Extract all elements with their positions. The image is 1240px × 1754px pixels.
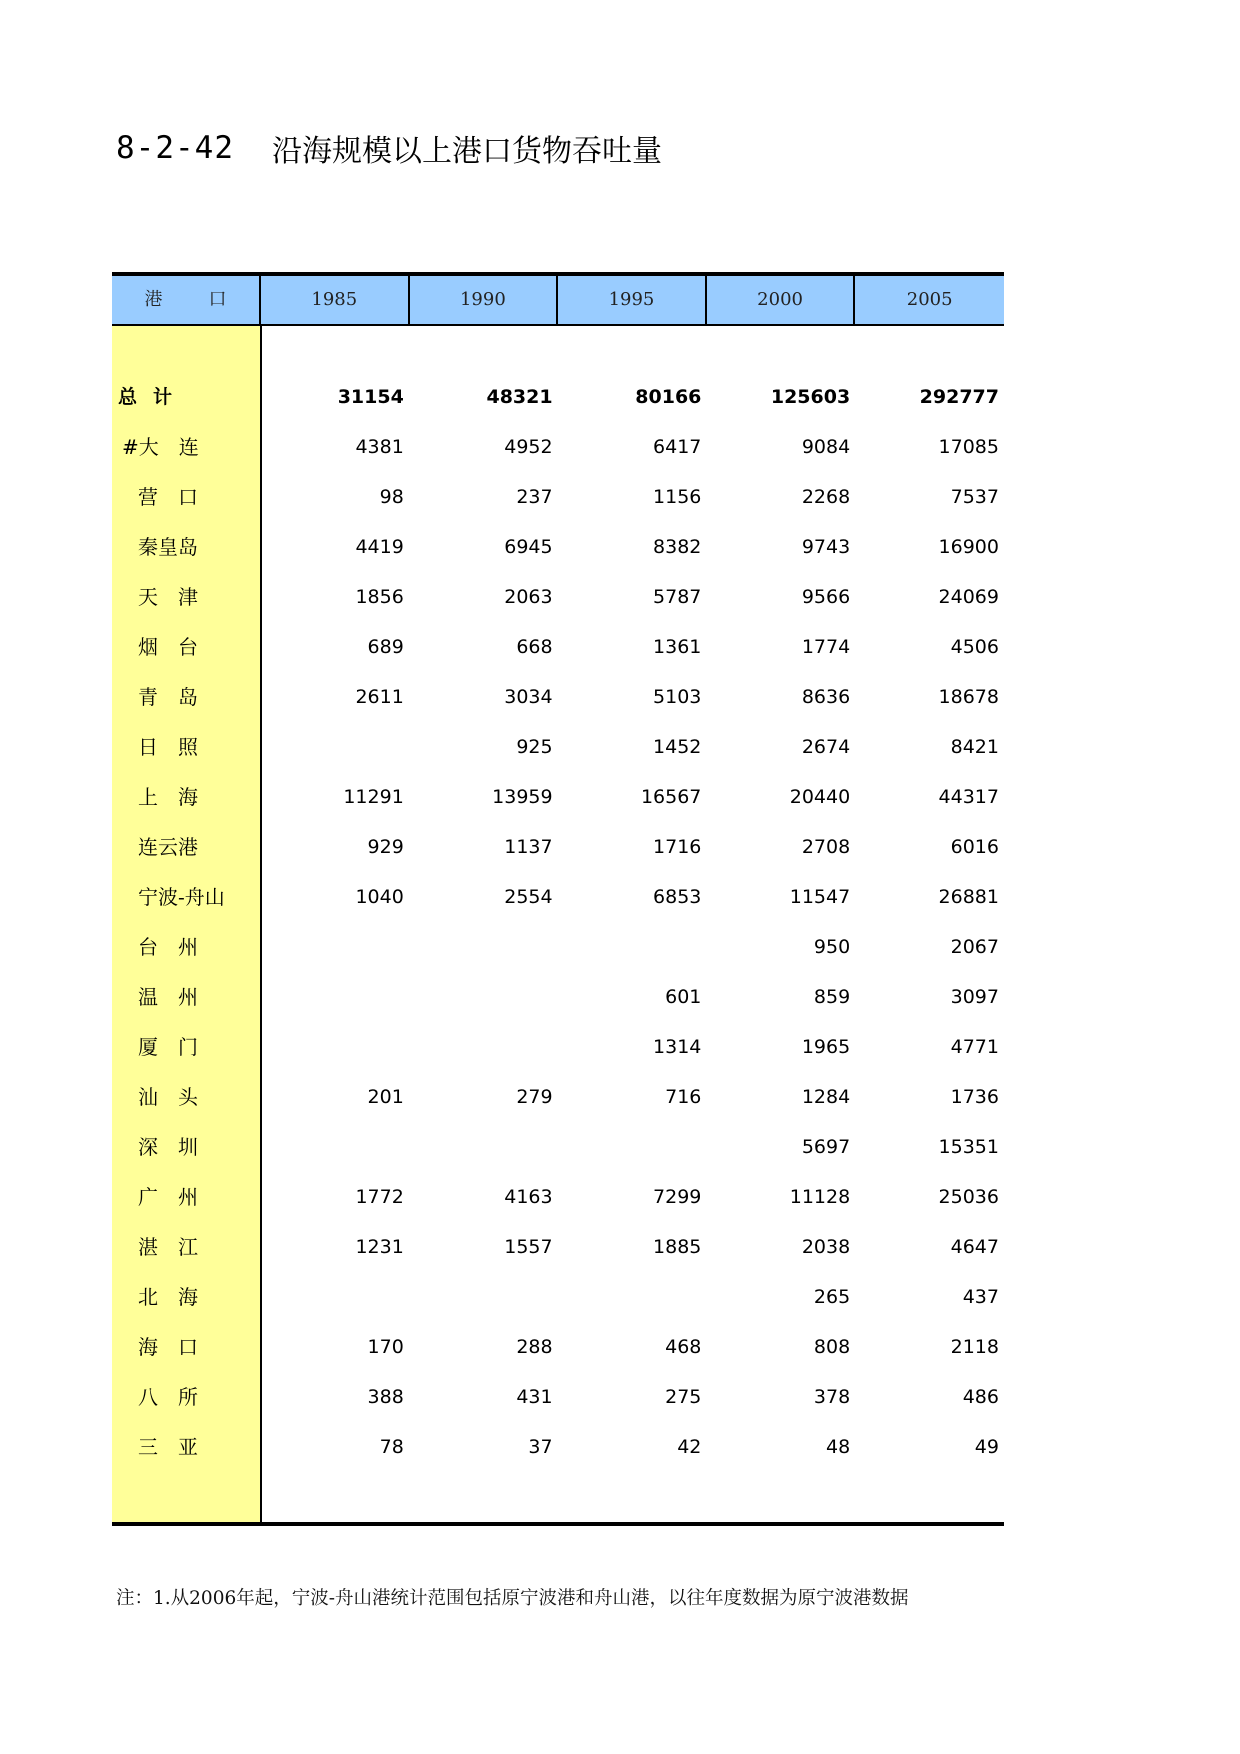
table-cell: 716 <box>665 1086 702 1108</box>
table-cell: 925 <box>516 736 553 758</box>
table-cell: 8636 <box>801 686 851 708</box>
port-name: 秦皇岛 <box>138 535 198 559</box>
table-cell: 431 <box>516 1386 553 1408</box>
table-cell <box>409 972 558 1022</box>
port-name: 北 海 <box>138 1285 198 1309</box>
port-name: 厦 门 <box>138 1035 198 1059</box>
port-name: 八 所 <box>138 1385 198 1409</box>
table-cell: 437 <box>962 1286 999 1308</box>
table-cell: 2554 <box>504 886 553 908</box>
table-cell: 1557 <box>504 1236 553 1258</box>
table-cell: 2067 <box>950 936 999 958</box>
table-cell: 1774 <box>801 636 851 658</box>
header-year: 1990 <box>410 276 559 324</box>
table-cell: 288 <box>516 1336 553 1358</box>
table-cell: 2038 <box>801 1236 851 1258</box>
table-row <box>112 722 1004 772</box>
table-cell: 9743 <box>801 536 851 558</box>
port-name: 广 州 <box>138 1185 198 1209</box>
table-row <box>112 772 1004 822</box>
table-row <box>112 472 1004 522</box>
table-cell: 6016 <box>950 836 999 858</box>
table-row <box>112 672 1004 722</box>
table-cell: 1231 <box>355 1236 404 1258</box>
table-cell: 1284 <box>801 1086 851 1108</box>
table-cell: 292777 <box>919 386 999 408</box>
table-cell <box>260 922 409 972</box>
table-cell <box>260 1022 409 1072</box>
table-cell: 929 <box>367 836 404 858</box>
table-cell: 44317 <box>938 786 999 808</box>
table-cell: 6853 <box>653 886 702 908</box>
table-cell: 4419 <box>355 536 404 558</box>
table-cell: 4647 <box>950 1236 999 1258</box>
table-cell: 2708 <box>801 836 851 858</box>
table-cell: 4952 <box>504 436 553 458</box>
header-year: 2000 <box>707 276 856 324</box>
table-cell: 279 <box>516 1086 553 1108</box>
table-cell: 1361 <box>653 636 702 658</box>
table-cell: 4381 <box>355 436 404 458</box>
header-year: 1985 <box>261 276 410 324</box>
table-cell: 808 <box>813 1336 851 1358</box>
table-row <box>112 422 1004 472</box>
table-cell: 689 <box>367 636 404 658</box>
table-cell: 16900 <box>938 536 999 558</box>
table-cell: 3034 <box>504 686 553 708</box>
table-row <box>112 922 1004 972</box>
table-cell: 5697 <box>801 1136 851 1158</box>
port-name: 青 岛 <box>138 685 198 709</box>
table-cell: 275 <box>665 1386 702 1408</box>
table-cell: 20440 <box>789 786 851 808</box>
table-cell: 950 <box>813 936 851 958</box>
table-cell: 5103 <box>653 686 702 708</box>
table-cell: 48 <box>826 1436 851 1458</box>
table-cell: 9566 <box>801 586 851 608</box>
table-cell: 16567 <box>640 786 702 808</box>
table-cell: 26881 <box>938 886 999 908</box>
port-name: 温 州 <box>138 985 198 1009</box>
table-cell: 2118 <box>950 1336 999 1358</box>
table-cell <box>260 972 409 1022</box>
port-name: 深 圳 <box>138 1135 198 1159</box>
table-row <box>112 572 1004 622</box>
table-cell: 1156 <box>653 486 702 508</box>
table-cell: 170 <box>367 1336 404 1358</box>
table-row <box>112 1172 1004 1222</box>
table-row <box>112 822 1004 872</box>
header-year: 2005 <box>906 289 953 310</box>
table-number: 8-2-42 <box>116 130 234 166</box>
table-cell: 3097 <box>950 986 999 1008</box>
header-port: 港 口 <box>112 276 261 324</box>
table-bottom-rule <box>112 1522 1004 1526</box>
table-cell: 4506 <box>950 636 999 658</box>
table-cell: 201 <box>367 1086 404 1108</box>
table-row <box>112 1122 1004 1172</box>
table-row <box>112 872 1004 922</box>
table-cell: 1314 <box>653 1036 702 1058</box>
table-cell: 8421 <box>950 736 999 758</box>
table-row <box>112 1322 1004 1372</box>
table-row <box>112 1022 1004 1072</box>
table-cell: 15351 <box>938 1136 999 1158</box>
table-row <box>112 972 1004 1022</box>
table-cell: 6417 <box>653 436 702 458</box>
table-cell: 1716 <box>653 836 702 858</box>
table-cell <box>558 1122 707 1172</box>
table-cell: 1452 <box>653 736 702 758</box>
port-name: 天 津 <box>138 585 198 609</box>
port-name: 海 口 <box>138 1335 198 1359</box>
port-name: 烟 台 <box>138 635 198 659</box>
table-cell: 17085 <box>938 436 999 458</box>
table-cell: 42 <box>677 1436 702 1458</box>
table-header <box>112 272 1004 326</box>
table-cell: 98 <box>379 486 404 508</box>
table-cell: 668 <box>516 636 553 658</box>
table-cell: 486 <box>962 1386 999 1408</box>
table-cell: 5787 <box>653 586 702 608</box>
table-row <box>112 522 1004 572</box>
table-cell: 378 <box>813 1386 851 1408</box>
table-cell: 125603 <box>770 386 851 408</box>
table-cell: 265 <box>813 1286 851 1308</box>
footnote: 注：1.从2006年起，宁波-舟山港统计范围包括原宁波港和舟山港，以往年度数据为原宁波港数据 <box>116 1588 909 1609</box>
port-name: 湛 江 <box>138 1235 198 1259</box>
port-name: 汕 头 <box>138 1085 198 1109</box>
table-cell: 9084 <box>801 436 851 458</box>
table-cell: 2674 <box>801 736 851 758</box>
table-cell: 31154 <box>337 386 404 408</box>
table-cell: 2268 <box>801 486 851 508</box>
table-cell: 11291 <box>343 786 404 808</box>
table-cell: 49 <box>974 1436 999 1458</box>
table-cell: 80166 <box>635 386 702 408</box>
table-cell: 11547 <box>789 886 851 908</box>
table-cell: 48321 <box>486 386 553 408</box>
table-cell <box>409 1022 558 1072</box>
table-cell <box>409 1122 558 1172</box>
table-cell: 1736 <box>950 1086 999 1108</box>
port-name: #大 连 <box>122 435 199 459</box>
table-cell: 237 <box>516 486 553 508</box>
table-row <box>112 1372 1004 1422</box>
table-cell: 6945 <box>504 536 553 558</box>
table-cell: 1856 <box>355 586 404 608</box>
port-name: 营 口 <box>138 485 198 509</box>
table-row <box>112 1422 1004 1472</box>
table-cell <box>260 1272 409 1322</box>
table-cell <box>558 1272 707 1322</box>
table-cell: 388 <box>367 1386 404 1408</box>
port-name: 上 海 <box>138 785 198 809</box>
table-cell: 2063 <box>504 586 553 608</box>
table-cell: 25036 <box>938 1186 999 1208</box>
table-cell: 4771 <box>950 1036 999 1058</box>
table-cell: 18678 <box>938 686 999 708</box>
table-cell: 4163 <box>504 1186 553 1208</box>
table-cell: 468 <box>665 1336 702 1358</box>
table-cell <box>260 722 409 772</box>
table-cell: 2611 <box>355 686 404 708</box>
table-cell: 1772 <box>355 1186 404 1208</box>
port-name: 三 亚 <box>138 1435 198 1459</box>
port-name: 连云港 <box>138 835 198 859</box>
table-cell: 859 <box>813 986 851 1008</box>
table-cell <box>260 1122 409 1172</box>
table-cell: 1137 <box>504 836 553 858</box>
table-cell: 13959 <box>492 786 553 808</box>
table-cell: 78 <box>379 1436 404 1458</box>
table-cell: 8382 <box>653 536 702 558</box>
table-cell <box>409 1272 558 1322</box>
table-row <box>112 622 1004 672</box>
header-year: 1995 <box>558 276 707 324</box>
table-cell: 1040 <box>355 886 404 908</box>
table-cell: 7537 <box>950 486 999 508</box>
table-body <box>112 372 1004 1472</box>
port-name: 日 照 <box>138 735 198 759</box>
table-row <box>112 1222 1004 1272</box>
table-row <box>112 1272 1004 1322</box>
total-label: 总计 <box>118 386 189 408</box>
table-cell: 1885 <box>653 1236 702 1258</box>
port-name: 宁波-舟山 <box>138 885 225 909</box>
port-name: 台 州 <box>138 935 198 959</box>
page-title <box>116 128 662 168</box>
table-cell: 601 <box>665 986 702 1008</box>
table-cell: 24069 <box>938 586 999 608</box>
total-row <box>112 372 1004 422</box>
table-cell: 7299 <box>653 1186 702 1208</box>
data-table <box>112 272 1004 1526</box>
table-title: 沿海规模以上港口货物吞吐量 <box>271 134 662 169</box>
table-cell: 37 <box>528 1436 553 1458</box>
table-cell: 11128 <box>789 1186 851 1208</box>
table-cell <box>409 922 558 972</box>
table-cell <box>558 922 707 972</box>
table-cell: 1965 <box>801 1036 851 1058</box>
table-row <box>112 1072 1004 1122</box>
